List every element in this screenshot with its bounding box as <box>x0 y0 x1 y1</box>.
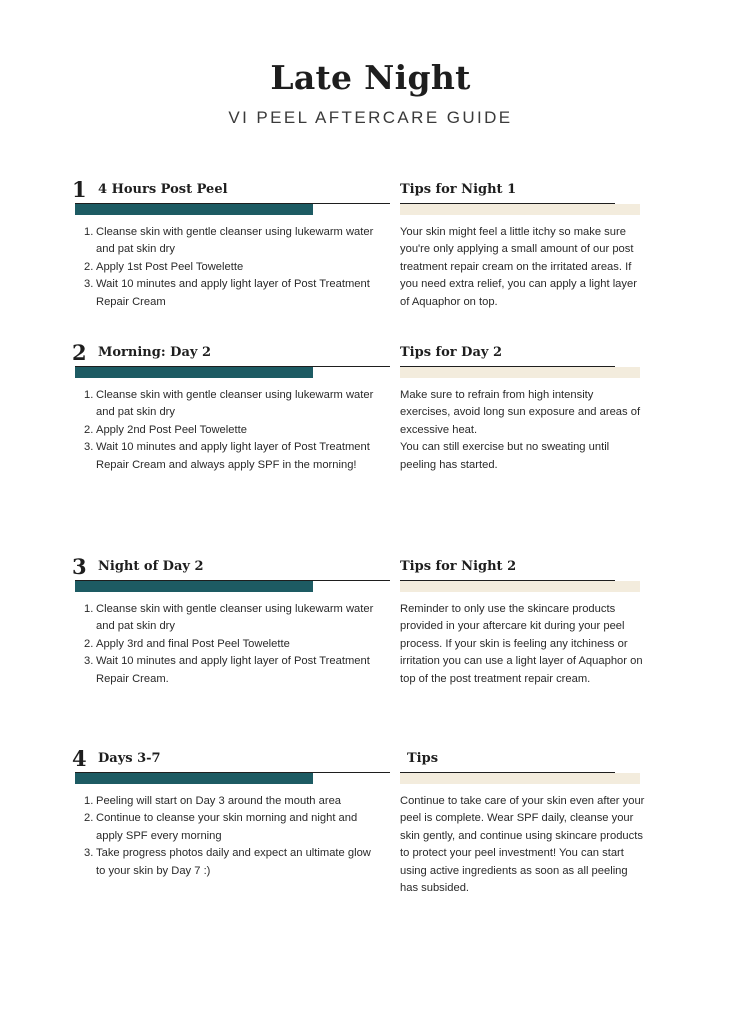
accent-bar <box>75 773 313 784</box>
list-item: 3. Take progress photos daily and expect an ultimate glow to your skin by Day 7 :) <box>84 847 371 877</box>
tips-heading: Tips for Day 2 <box>400 345 503 360</box>
tip-paragraph: You can still exercise but no sweating until peeling has started. <box>400 441 610 471</box>
list-item: 2. Apply 1st Post Peel Towelette <box>84 260 244 273</box>
section-heading: Days 3-7 <box>98 751 161 766</box>
list-item: 2. Apply 3rd and final Post Peel Towelette <box>84 637 290 650</box>
tips-text <box>400 224 645 311</box>
steps-list <box>84 387 374 474</box>
list-item: 1. Cleanse skin with gentle cleanser using lukewarm water and pat skin dry <box>84 603 374 633</box>
section-heading: 4 Hours Post Peel <box>98 182 228 197</box>
list-item: 3. Wait 10 minutes and apply light layer of Post Treatment Repair Cream <box>84 278 370 308</box>
list-item: 1. Peeling will start on Day 3 around the mouth area <box>84 795 342 807</box>
tips-text <box>400 387 645 474</box>
list-item: 1. Cleanse skin with gentle cleanser using lukewarm water and pat skin dry <box>84 226 374 256</box>
page-title: Late Night <box>270 58 471 97</box>
accent-bar <box>400 773 640 784</box>
section-heading: Morning: Day 2 <box>98 345 211 360</box>
list-item: 3. Wait 10 minutes and apply light layer of Post Treatment Repair Cream. <box>84 655 370 685</box>
accent-bar <box>400 367 640 378</box>
section-number: 3 <box>72 554 87 579</box>
tips-heading: Tips <box>407 751 439 766</box>
accent-bar <box>75 204 313 215</box>
steps-list <box>84 793 374 880</box>
tips-text <box>400 793 645 897</box>
list-item: 3. Wait 10 minutes and apply light layer of Post Treatment Repair Cream and always apply SPF in the morning! <box>84 441 370 471</box>
section-heading: Night of Day 2 <box>98 559 204 574</box>
steps-list <box>84 224 374 311</box>
tip-paragraph: Continue to take care of your skin even after your peel is complete. Wear SPF daily, cleanse your skin gently, and continue using skincare products to protect your peel investment! You can start using active ingredients as soon as all peeling has subsided. <box>400 795 645 895</box>
section-2 <box>0 340 741 544</box>
section-number: 1 <box>72 177 87 202</box>
tips-text <box>400 601 645 688</box>
list-item: 2. Continue to cleanse your skin morning and night and apply SPF every morning <box>84 812 358 842</box>
section-3 <box>0 554 741 758</box>
section-number: 2 <box>72 340 87 365</box>
section-4 <box>0 746 741 950</box>
list-item: 1. Cleanse skin with gentle cleanser using lukewarm water and pat skin dry <box>84 389 374 419</box>
accent-bar <box>400 581 640 592</box>
tips-heading: Tips for Night 2 <box>400 559 517 574</box>
accent-bar <box>75 367 313 378</box>
list-item: 2. Apply 2nd Post Peel Towelette <box>84 423 247 436</box>
tip-paragraph: Make sure to refrain from high intensity exercises, avoid long sun exposure and areas of excessive heat. <box>400 389 641 436</box>
steps-list <box>84 601 374 688</box>
accent-bar <box>75 581 313 592</box>
page-subtitle: VI PEEL AFTERCARE GUIDE <box>228 108 513 127</box>
tips-heading: Tips for Night 1 <box>400 182 517 197</box>
accent-bar <box>400 204 640 215</box>
tip-paragraph: Reminder to only use the skincare products provided in your aftercare kit during your peel process. If your skin is feeling any itchiness or irritation you can use a light layer of Aquaphor on top of the post treatment repair cream. <box>400 603 643 685</box>
section-number: 4 <box>72 746 87 771</box>
tip-paragraph: Your skin might feel a little itchy so make sure you're only applying a small amount of our post treatment repair cream on the irritated areas. If you need extra relief, you can apply a light layer of Aquaphor on top. <box>400 226 637 308</box>
